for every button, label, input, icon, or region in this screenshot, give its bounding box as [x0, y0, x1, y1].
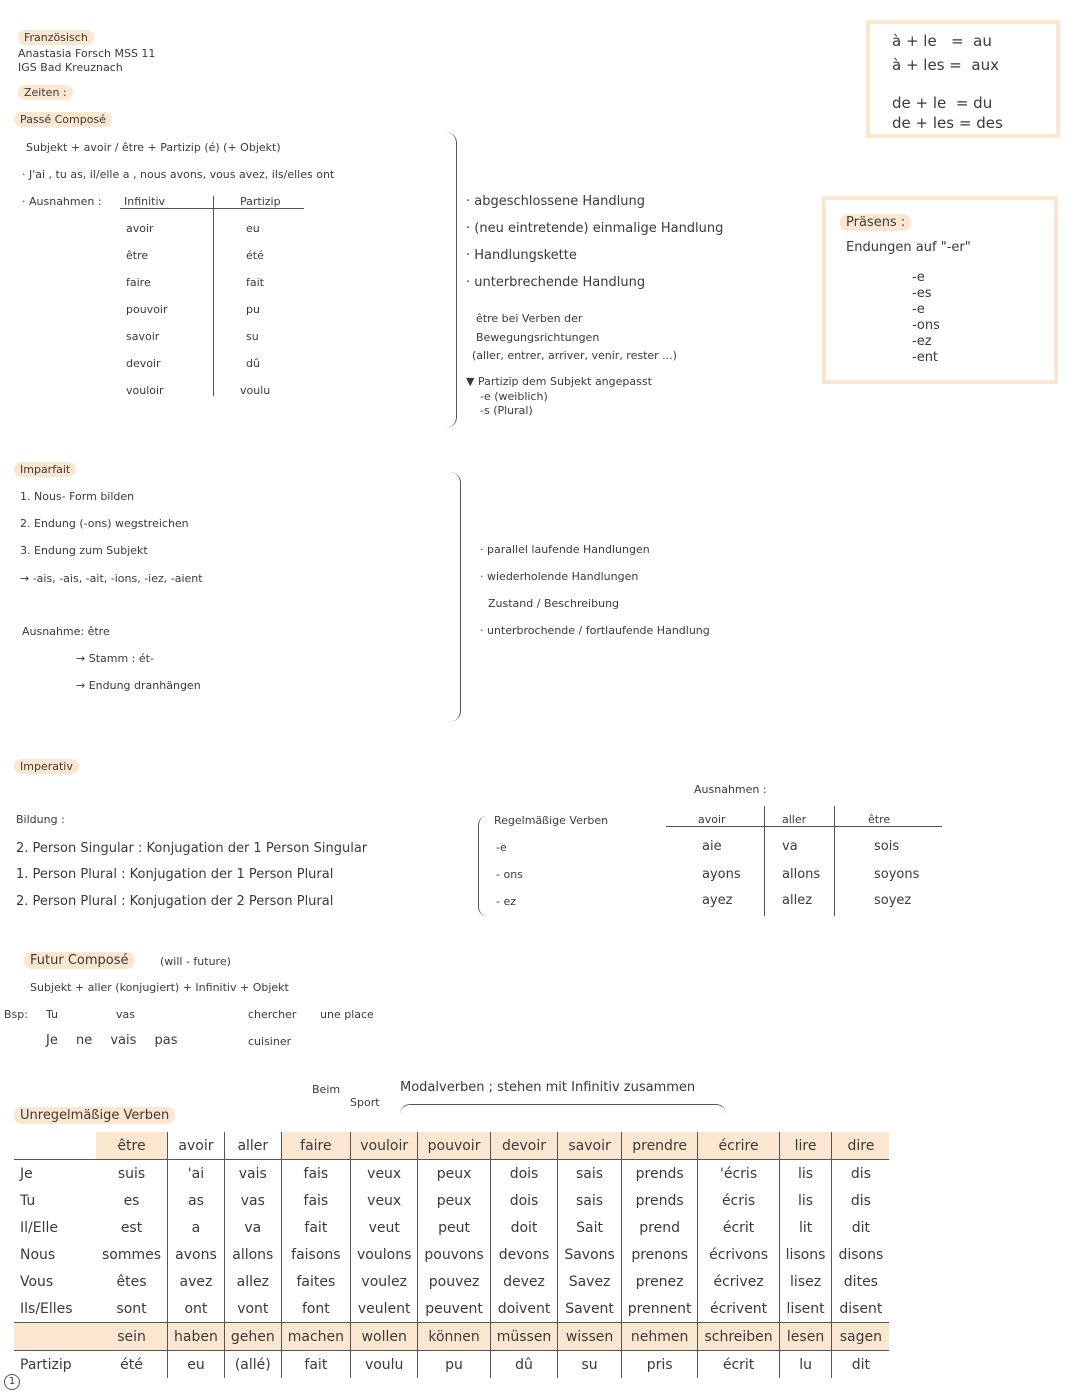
conj-cell: dis [850, 1165, 871, 1182]
german-meaning-row [14, 1323, 889, 1351]
contraction-2: à + les = aux [892, 56, 999, 74]
conj-cell: as [168, 1187, 225, 1214]
irregular-verbs-table [14, 1132, 889, 1378]
exceptions-header-line [120, 208, 304, 209]
page-number: 1 [4, 1374, 20, 1390]
partizip-cell: (allé) [224, 1351, 281, 1379]
imparfait-step: → -ais, -ais, -ait, -ions, -iez, -aient [20, 572, 203, 585]
conj-cell: écrit [698, 1214, 779, 1241]
imp-exc-head: avoir [698, 813, 726, 826]
passe-use: · (neu eintretende) einmalige Handlung [466, 221, 724, 236]
conj-cell: avons [168, 1241, 225, 1268]
exception-part: fait [246, 276, 264, 289]
etre-rule-1: être bei Verben der [476, 312, 583, 325]
futur-ex1-verb: vas [116, 1008, 135, 1021]
conj-cell: veut [351, 1214, 418, 1241]
conj-cell: vas [224, 1187, 281, 1214]
verb-header: avoir [168, 1132, 225, 1160]
futur-ex1-subject: Tu [46, 1008, 59, 1021]
imp-exc-header-line [666, 826, 942, 827]
partizip-cell: été [96, 1351, 168, 1379]
conj-cell: dis [850, 1192, 871, 1209]
partizip-cell: pris [621, 1351, 698, 1379]
conj-cell: voulons [351, 1241, 418, 1268]
german-meaning: gehen [224, 1323, 281, 1351]
conj-cell: ont [168, 1295, 225, 1323]
pronoun: Je [20, 1165, 33, 1182]
conj-cell: êtes [96, 1268, 168, 1295]
conj-cell: prend [621, 1214, 698, 1241]
conj-cell: dois [490, 1187, 558, 1214]
conj-cell: lit [779, 1214, 832, 1241]
conj-cell: vais [224, 1160, 281, 1188]
contractions-box [866, 20, 1060, 138]
pronoun: Nous [20, 1246, 56, 1263]
conj-cell: Savent [558, 1295, 621, 1323]
conj-cell: faisons [281, 1241, 350, 1268]
passe-use: · unterbrechende Handlung [466, 275, 646, 290]
conj-cell: suis [96, 1160, 168, 1188]
exception-inf: savoir [126, 330, 160, 343]
zeiten-label: Zeiten : [18, 85, 73, 100]
exception-inf: être [126, 249, 149, 262]
praesens-ending: -ons [912, 318, 940, 333]
conj-cell: lis [779, 1187, 832, 1214]
partizip-cell: écrit [698, 1351, 779, 1379]
futur-ex2-subject: Je ne vais pas [46, 1033, 178, 1048]
conj-cell: avez [168, 1268, 225, 1295]
praesens-subtitle: Endungen auf "-er" [846, 240, 971, 255]
praesens-ending: -es [912, 286, 932, 301]
pronoun: Il/Elle [20, 1219, 58, 1236]
conj-cell: prends [621, 1187, 698, 1214]
verb-header: lire [779, 1132, 832, 1160]
conj-cell: lis [779, 1160, 832, 1188]
passe-formula: Subjekt + avoir / être + Partizip (é) (+ Objekt) [26, 141, 281, 154]
regular-ending: -e [496, 841, 507, 854]
conj-cell: dites [843, 1273, 878, 1290]
regular-ending: - ez [496, 895, 517, 908]
conj-cell: sais [558, 1160, 621, 1188]
german-meaning: wollen [351, 1323, 418, 1351]
praesens-ending: -ez [912, 334, 932, 349]
conj-cell: sommes [96, 1241, 168, 1268]
conj-cell: lisent [779, 1295, 832, 1323]
verb-header: être [96, 1132, 168, 1160]
futur-ex1-obj: une place [320, 1008, 374, 1021]
verb-header: écrire [698, 1132, 779, 1160]
exception-part: pu [246, 303, 260, 316]
exception-part: su [246, 330, 259, 343]
german-meaning: sein [96, 1323, 168, 1351]
imp-exc-divider [834, 806, 835, 916]
exception-part: eu [246, 222, 260, 235]
exceptions-divider [213, 196, 214, 396]
imparfait-endung: → Endung dranhängen [76, 679, 201, 692]
praesens-ending: -e [912, 302, 925, 317]
german-meaning: sagen [832, 1323, 889, 1351]
verb-header: dire [832, 1132, 889, 1160]
conj-cell: dois [490, 1160, 558, 1188]
pronoun: Vous [20, 1273, 54, 1290]
imp-exc-cell: sois [874, 839, 900, 854]
conj-cell: prennent [621, 1295, 698, 1323]
conj-cell: font [281, 1295, 350, 1323]
imperativ-brace [478, 816, 487, 916]
german-meaning: haben [168, 1323, 225, 1351]
pronoun: Tu [20, 1192, 36, 1209]
conj-cell: vont [224, 1295, 281, 1323]
conj-cell: disent [839, 1300, 883, 1317]
german-meaning: müssen [490, 1323, 558, 1351]
conj-cell: 'écris [698, 1160, 779, 1188]
imperativ-rule: 2. Person Singular : Konjugation der 1 Person Singular [16, 841, 368, 856]
imparfait-step: 1. Nous- Form bilden [20, 490, 135, 503]
german-meaning: wissen [558, 1323, 621, 1351]
modal-brace [400, 1104, 726, 1115]
imp-exc-cell: allez [782, 893, 813, 908]
conj-cell: prenons [621, 1241, 698, 1268]
conj-cell: sont [96, 1295, 168, 1323]
imp-exc-cell: ayez [702, 893, 733, 908]
imp-exc-divider [764, 806, 765, 916]
conj-cell: disons [838, 1246, 884, 1263]
futur-title: Futur Composé [24, 952, 135, 969]
contraction-4: de + les = des [892, 114, 1003, 132]
conj-cell: allons [224, 1241, 281, 1268]
band-corner [14, 1323, 96, 1351]
conj-cell: fait [281, 1214, 350, 1241]
imparfait-step: 2. Endung (-ons) wegstreichen [20, 517, 189, 530]
conj-cell: écrivez [698, 1268, 779, 1295]
imperativ-rule: 2. Person Plural : Konjugation der 2 Person Plural [16, 894, 334, 909]
conj-cell: écrivons [698, 1241, 779, 1268]
beim-note: Beim [312, 1083, 341, 1096]
verb-header: savoir [558, 1132, 621, 1160]
modal-note: Modalverben ; stehen mit Infinitiv zusammen [400, 1080, 696, 1095]
imp-exc-cell: soyons [874, 867, 920, 882]
partizip-cell: su [558, 1351, 621, 1379]
conjugation-row [14, 1295, 889, 1323]
col-partizip: Partizip [240, 195, 281, 208]
partizip-cell: dit [851, 1356, 871, 1373]
conj-cell: peuvent [418, 1295, 490, 1323]
passe-example: · J'ai , tu as, il/elle a , nous avons, vous avez, ils/elles ont [22, 168, 335, 181]
conjugation-row [14, 1214, 889, 1241]
german-meaning: lesen [779, 1323, 832, 1351]
verb-header-row [14, 1132, 889, 1160]
conj-cell: Savons [558, 1241, 621, 1268]
conj-cell: faites [281, 1268, 350, 1295]
verb-header: prendre [621, 1132, 698, 1160]
praesens-box [822, 196, 1058, 384]
conjugation-row [14, 1268, 889, 1295]
conj-cell: fais [281, 1187, 350, 1214]
imp-exc-head: être [868, 813, 891, 826]
conj-cell: lisons [779, 1241, 832, 1268]
exception-inf: devoir [126, 357, 161, 370]
exception-part: été [246, 249, 264, 262]
verb-header: vouloir [351, 1132, 418, 1160]
imperativ-rule: 1. Person Plural : Konjugation der 1 Person Plural [16, 867, 334, 882]
conj-cell: pouvez [418, 1268, 490, 1295]
imparfait-title: Imparfait [14, 462, 76, 477]
regular-ending: - ons [496, 868, 523, 881]
partizip-cell: fait [281, 1351, 350, 1379]
praesens-ending: -ent [912, 350, 939, 365]
imparfait-use: · parallel laufende Handlungen [480, 543, 650, 556]
conj-cell: est [96, 1214, 168, 1241]
verb-header: devoir [490, 1132, 558, 1160]
imparfait-use: Zustand / Beschreibung [488, 597, 620, 610]
conj-cell: lisez [779, 1268, 832, 1295]
imparfait-brace [450, 472, 461, 722]
imp-exc-cell: allons [782, 867, 821, 882]
irregular-title: Unregelmäßige Verben [14, 1107, 175, 1124]
imperativ-bildung: Bildung : [16, 813, 65, 826]
conj-cell: allez [224, 1268, 281, 1295]
conj-cell: Savez [558, 1268, 621, 1295]
table-corner [14, 1132, 96, 1160]
partizip-rule-2: -e (weiblich) [480, 390, 548, 403]
conj-cell: peut [418, 1214, 490, 1241]
exception-part: voulu [240, 384, 271, 397]
conj-cell: voulez [351, 1268, 418, 1295]
partizip-cell: dû [490, 1351, 558, 1379]
conjugation-row [14, 1160, 889, 1188]
exception-part: dû [246, 357, 260, 370]
imparfait-exception: Ausnahme: être [22, 625, 110, 638]
futur-ex2-inf: cuisiner [248, 1035, 292, 1048]
futur-ex1-inf: chercher [248, 1008, 297, 1021]
conj-cell: prends [621, 1160, 698, 1188]
etre-rule-2: Bewegungsrichtungen [476, 331, 600, 344]
conj-cell: es [96, 1187, 168, 1214]
german-meaning: nehmen [621, 1323, 698, 1351]
imparfait-step: 3. Endung zum Subjekt [20, 544, 148, 557]
exception-inf: faire [126, 276, 151, 289]
etre-rule-3: (aller, entrer, arriver, venir, rester ...) [472, 349, 677, 362]
exception-inf: pouvoir [126, 303, 168, 316]
conj-cell: veux [351, 1187, 418, 1214]
author: Anastasia Forsch MSS 11 [18, 47, 156, 60]
imparfait-stamm: → Stamm : ét- [76, 652, 154, 665]
exception-inf: vouloir [126, 384, 164, 397]
partizip-label: Partizip [20, 1356, 72, 1373]
imparfait-use: · unterbrochende / fortlaufende Handlung [480, 624, 710, 637]
praesens-ending: -e [912, 270, 925, 285]
conj-cell: fais [281, 1160, 350, 1188]
passe-exceptions-label: · Ausnahmen : [22, 195, 102, 208]
regular-verbs-title: Regelmäßige Verben [494, 814, 609, 827]
sport-note: Sport [350, 1096, 380, 1109]
conj-cell: écris [698, 1187, 779, 1214]
conj-cell: sais [558, 1187, 621, 1214]
passe-use: · Handlungskette [466, 248, 577, 263]
contraction-1: à + le = au [892, 32, 992, 50]
passe-brace [446, 132, 457, 428]
passe-title: Passé Composé [14, 112, 112, 127]
conj-cell: veulent [351, 1295, 418, 1323]
conj-cell: devons [490, 1241, 558, 1268]
conj-cell: peux [418, 1187, 490, 1214]
conj-cell: doivent [490, 1295, 558, 1323]
verb-header: pouvoir [418, 1132, 490, 1160]
verb-header: faire [281, 1132, 350, 1160]
verb-header: aller [224, 1132, 281, 1160]
conj-cell: 'ai [168, 1160, 225, 1188]
futur-formula: Subjekt + aller (konjugiert) + Infinitiv + Objekt [30, 981, 289, 994]
conj-cell: prenez [621, 1268, 698, 1295]
partizip-rule-1: ▼ Partizip dem Subjekt angepasst [466, 375, 652, 388]
german-meaning: machen [281, 1323, 350, 1351]
conj-cell: dit [851, 1219, 871, 1236]
exception-inf: avoir [126, 222, 154, 235]
school: IGS Bad Kreuznach [18, 61, 123, 74]
german-meaning: schreiben [698, 1323, 779, 1351]
partizip-row [14, 1351, 889, 1379]
imp-exc-cell: soyez [874, 893, 912, 908]
subject-title: Französisch [18, 30, 94, 45]
conj-cell: peux [418, 1160, 490, 1188]
imp-exc-cell: aie [702, 839, 722, 854]
imp-exc-cell: ayons [702, 867, 741, 882]
imp-exc-cell: va [782, 839, 798, 854]
conj-cell: doit [490, 1214, 558, 1241]
conj-cell: veux [351, 1160, 418, 1188]
col-infinitiv: Infinitiv [124, 195, 166, 208]
german-meaning: können [418, 1323, 490, 1351]
partizip-cell: eu [168, 1351, 225, 1379]
partizip-cell: pu [418, 1351, 490, 1379]
imperativ-exceptions-title: Ausnahmen : [694, 783, 767, 796]
partizip-rule-3: -s (Plural) [480, 404, 533, 417]
imp-exc-head: aller [782, 813, 807, 826]
contraction-3: de + le = du [892, 94, 993, 112]
praesens-title: Präsens : [840, 214, 911, 231]
pronoun: Ils/Elles [20, 1300, 73, 1317]
partizip-cell: voulu [351, 1351, 418, 1379]
conj-cell: devez [490, 1268, 558, 1295]
conj-cell: pouvons [418, 1241, 490, 1268]
conj-cell: écrivent [698, 1295, 779, 1323]
conj-cell: va [224, 1214, 281, 1241]
imparfait-use: · wiederholende Handlungen [480, 570, 639, 583]
conj-cell: Sait [558, 1214, 621, 1241]
imperativ-title: Imperativ [14, 759, 79, 774]
passe-use: · abgeschlossene Handlung [466, 194, 645, 209]
partizip-cell: lu [779, 1351, 832, 1379]
conj-cell: a [168, 1214, 225, 1241]
conjugation-row [14, 1241, 889, 1268]
conjugation-row [14, 1187, 889, 1214]
futur-note: (will - future) [160, 955, 231, 968]
bsp-label: Bsp: [4, 1008, 28, 1021]
